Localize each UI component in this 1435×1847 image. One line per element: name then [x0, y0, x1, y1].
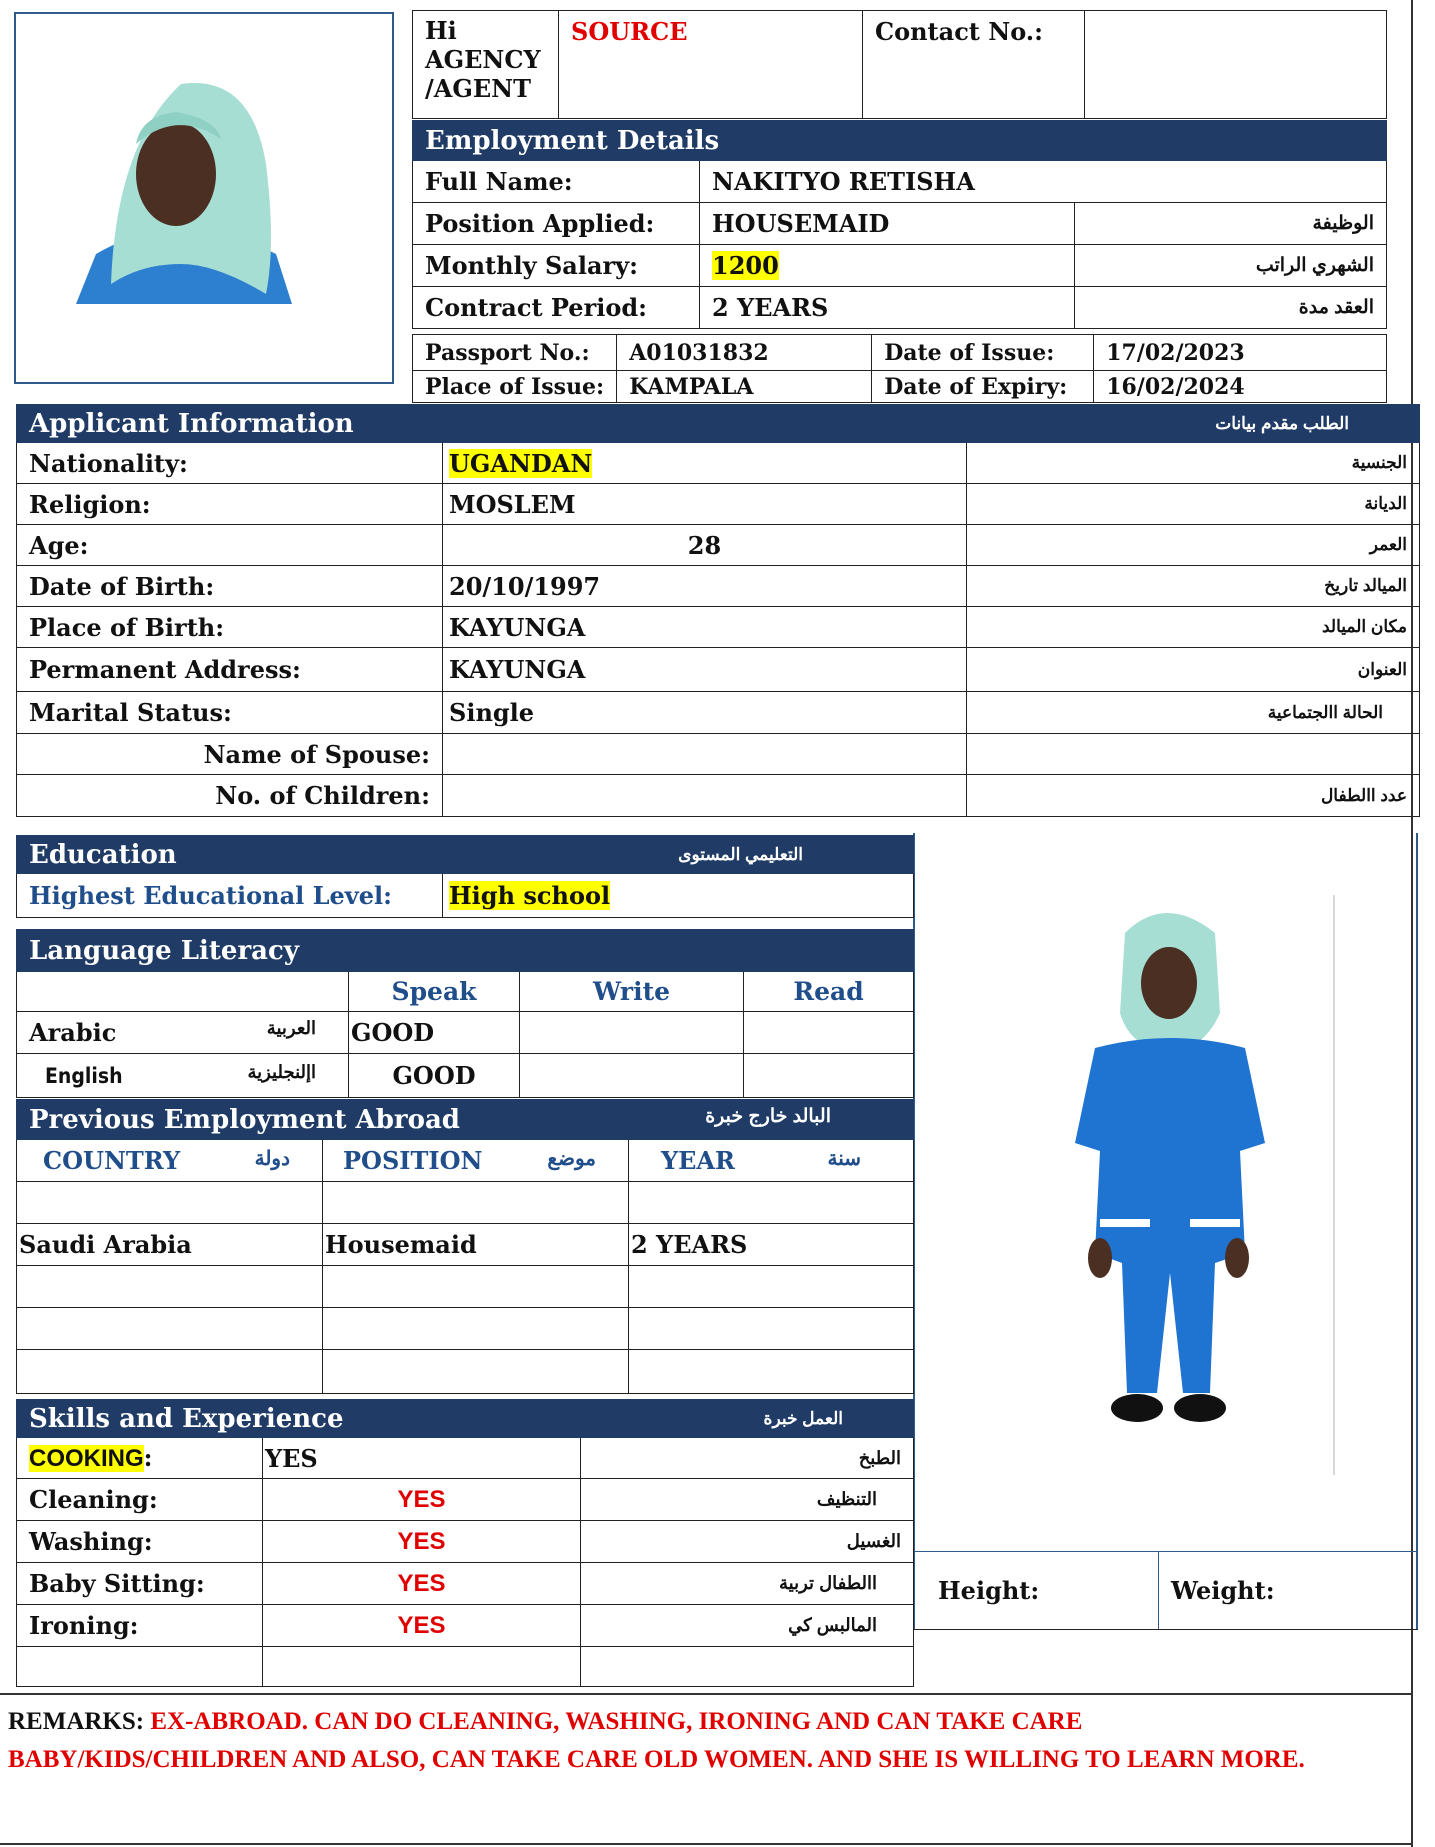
skills-title: Skills and Experience	[17, 1400, 581, 1438]
issue-date-label: Date of Issue:	[872, 335, 1094, 371]
height-weight-table	[913, 1551, 1418, 1630]
applicant-ar: مكان الميالد	[967, 607, 1420, 648]
applicant-title: Applicant Information	[17, 405, 967, 443]
expiry-label: Date of Expiry:	[872, 371, 1094, 403]
applicant-ar: الجنسية	[967, 443, 1420, 484]
weight-label: Weight:	[1159, 1552, 1418, 1630]
contract-label: Contract Period:	[413, 287, 700, 329]
applicant-label: No. of Children:	[17, 775, 443, 817]
full-body-photo	[915, 833, 1415, 1553]
education-level-value: High school	[449, 881, 611, 910]
language-header-read: Read	[744, 972, 914, 1012]
previous-employment-table	[16, 1099, 914, 1394]
previous-title: Previous Employment Abroad	[29, 1104, 460, 1135]
previous-header-country	[17, 1140, 323, 1182]
applicant-table	[16, 404, 1420, 817]
applicant-label: Date of Birth:	[17, 566, 443, 607]
contact-label: Contact No.:	[863, 11, 1085, 119]
position-ar: الوظيفة	[1075, 203, 1387, 245]
passport-value: A01031832	[617, 335, 872, 371]
language-write	[520, 1012, 744, 1054]
language-name: Arabic	[29, 1018, 117, 1047]
previous-position	[323, 1182, 629, 1224]
place-issue-value: KAMPALA	[617, 371, 872, 403]
issue-date-value: 17/02/2023	[1094, 335, 1387, 371]
previous-title-ar: البالد خارج خبرة	[705, 1105, 831, 1127]
previous-country	[17, 1350, 323, 1394]
applicant-title-ar: الطلب مقدم بيانات	[967, 405, 1420, 443]
language-name-ar: العربية	[266, 1018, 316, 1038]
employment-table	[412, 120, 1387, 329]
applicant-ar: عدد االطفال	[967, 775, 1420, 817]
education-table	[16, 835, 914, 918]
full-name-label: Full Name:	[413, 161, 700, 203]
applicant-label: Permanent Address:	[17, 648, 443, 692]
headshot-photo-frame	[14, 12, 394, 384]
language-read	[744, 1012, 914, 1054]
education-level-label: Highest Educational Level:	[17, 874, 443, 918]
previous-header-en: POSITION	[343, 1146, 483, 1175]
height-label: Height:	[914, 1552, 1159, 1630]
applicant-value	[443, 734, 967, 775]
previous-country	[17, 1266, 323, 1308]
applicant-label: Religion:	[17, 484, 443, 525]
skill-label: Washing:	[17, 1521, 263, 1563]
previous-year	[629, 1266, 914, 1308]
previous-header-ar: سنة	[827, 1148, 861, 1170]
salary-value: 1200	[712, 251, 779, 280]
applicant-value: Single	[443, 692, 967, 734]
previous-header-year	[629, 1140, 914, 1182]
applicant-label: Age:	[17, 525, 443, 566]
previous-year	[629, 1182, 914, 1224]
previous-country	[17, 1308, 323, 1350]
agency-header-table	[412, 10, 1387, 119]
remarks-text-1: EX-ABROAD. CAN DO CLEANING, WASHING, IRONING AND CAN TAKE CARE	[150, 1708, 1083, 1735]
language-name-cell	[17, 1012, 349, 1054]
remarks-text-2: BABY/KIDS/CHILDREN AND ALSO, CAN TAKE CARE OLD WOMEN. AND SHE IS WILLING TO LEARN MORE.	[8, 1746, 1305, 1773]
skill-ar: الطبخ	[581, 1438, 914, 1479]
full-body-photo-panel	[913, 833, 1418, 1630]
previous-year	[629, 1308, 914, 1350]
position-label: Position Applied:	[413, 203, 700, 245]
applicant-value: 28	[443, 525, 967, 566]
salary-label: Monthly Salary:	[413, 245, 700, 287]
skills-table	[16, 1399, 914, 1687]
employment-title: Employment Details	[413, 121, 1387, 161]
source-text: SOURCE	[571, 17, 688, 46]
language-name-cell	[17, 1054, 349, 1098]
skill-ar: المالبس كي	[581, 1605, 914, 1647]
language-table	[16, 929, 914, 1098]
agency-label	[413, 11, 559, 119]
skill-ar-empty	[581, 1647, 914, 1687]
previous-position	[323, 1308, 629, 1350]
remarks-box	[0, 1693, 1413, 1845]
skill-label-cell: COOKING:	[17, 1438, 263, 1479]
agency-label-2: AGENCY	[425, 44, 541, 74]
language-header-speak: Speak	[349, 972, 520, 1012]
applicant-label: Marital Status:	[17, 692, 443, 734]
applicant-value	[443, 775, 967, 817]
applicant-ar: الحالة االجتماعية	[967, 692, 1420, 734]
contract-value: 2 YEARS	[700, 287, 1075, 329]
previous-position	[323, 1350, 629, 1394]
previous-position	[323, 1266, 629, 1308]
nationality-value: UGANDAN	[449, 448, 593, 478]
language-read	[744, 1054, 914, 1098]
skill-value-empty	[263, 1647, 581, 1687]
previous-header-position	[323, 1140, 629, 1182]
skill-label-cooking: COOKING	[29, 1445, 144, 1472]
language-header-blank	[17, 972, 349, 1012]
applicant-value: KAYUNGA	[443, 648, 967, 692]
applicant-label: Name of Spouse:	[17, 734, 443, 775]
full-name-value: NAKITYO RETISHA	[700, 161, 1387, 203]
skill-label: Baby Sitting:	[17, 1563, 263, 1605]
headshot-photo	[16, 14, 392, 382]
applicant-value-cell	[443, 443, 967, 484]
applicant-value: MOSLEM	[443, 484, 967, 525]
previous-year: 2 YEARS	[629, 1224, 914, 1266]
skill-label: Ironing:	[17, 1605, 263, 1647]
education-title-ar: التعليمي المستوى	[443, 836, 914, 874]
language-name: English	[45, 1063, 123, 1088]
skill-ar: الغسيل	[581, 1521, 914, 1563]
previous-header-ar: موضع	[547, 1148, 596, 1170]
salary-ar: الشهري الراتب	[1075, 245, 1387, 287]
contact-value	[1085, 11, 1387, 119]
language-header-write: Write	[520, 972, 744, 1012]
previous-position: Housemaid	[323, 1224, 629, 1266]
skill-ar: التنظيف	[581, 1479, 914, 1521]
language-title: Language Literacy	[17, 930, 914, 972]
skills-title-ar: العمل خبرة	[581, 1400, 914, 1438]
education-level-cell	[443, 874, 914, 918]
place-issue-label: Place of Issue:	[413, 371, 617, 403]
skill-label-empty	[17, 1647, 263, 1687]
applicant-ar: الديانة	[967, 484, 1420, 525]
skill-value: YES	[263, 1479, 581, 1521]
applicant-ar: الميالد تاريخ	[967, 566, 1420, 607]
applicant-ar: العنوان	[967, 648, 1420, 692]
previous-title-cell	[17, 1100, 914, 1140]
salary-cell	[700, 245, 1075, 287]
applicant-ar: العمر	[967, 525, 1420, 566]
language-write	[520, 1054, 744, 1098]
language-speak: GOOD	[349, 1054, 520, 1098]
applicant-value: KAYUNGA	[443, 607, 967, 648]
skill-label: Cleaning:	[17, 1479, 263, 1521]
passport-table	[412, 334, 1387, 403]
education-title: Education	[17, 836, 443, 874]
skill-ar: االطفال تربية	[581, 1563, 914, 1605]
previous-header-en: YEAR	[661, 1146, 735, 1175]
previous-country: Saudi Arabia	[17, 1224, 323, 1266]
skill-value: YES	[263, 1605, 581, 1647]
agency-label-1: Hi	[425, 16, 457, 45]
skill-value: YES	[263, 1521, 581, 1563]
previous-header-ar: دولة	[254, 1148, 290, 1170]
agency-label-3: /AGENT	[425, 73, 531, 103]
applicant-value: 20/10/1997	[443, 566, 967, 607]
source-cell	[559, 11, 863, 119]
skill-value: YES	[263, 1438, 581, 1479]
language-speak: GOOD	[349, 1012, 520, 1054]
expiry-value: 16/02/2024	[1094, 371, 1387, 403]
remarks-label: REMARKS:	[8, 1708, 145, 1735]
previous-year	[629, 1350, 914, 1394]
applicant-label: Nationality:	[17, 443, 443, 484]
applicant-ar	[967, 734, 1420, 775]
contract-ar: العقد مدة	[1075, 287, 1387, 329]
skill-value: YES	[263, 1563, 581, 1605]
previous-country	[17, 1182, 323, 1224]
applicant-label: Place of Birth:	[17, 607, 443, 648]
remarks-line-1	[8, 1703, 1405, 1741]
position-value: HOUSEMAID	[700, 203, 1075, 245]
passport-label: Passport No.:	[413, 335, 617, 371]
previous-header-en: COUNTRY	[43, 1146, 181, 1175]
language-name-ar: اإلنجليزية	[247, 1061, 316, 1082]
